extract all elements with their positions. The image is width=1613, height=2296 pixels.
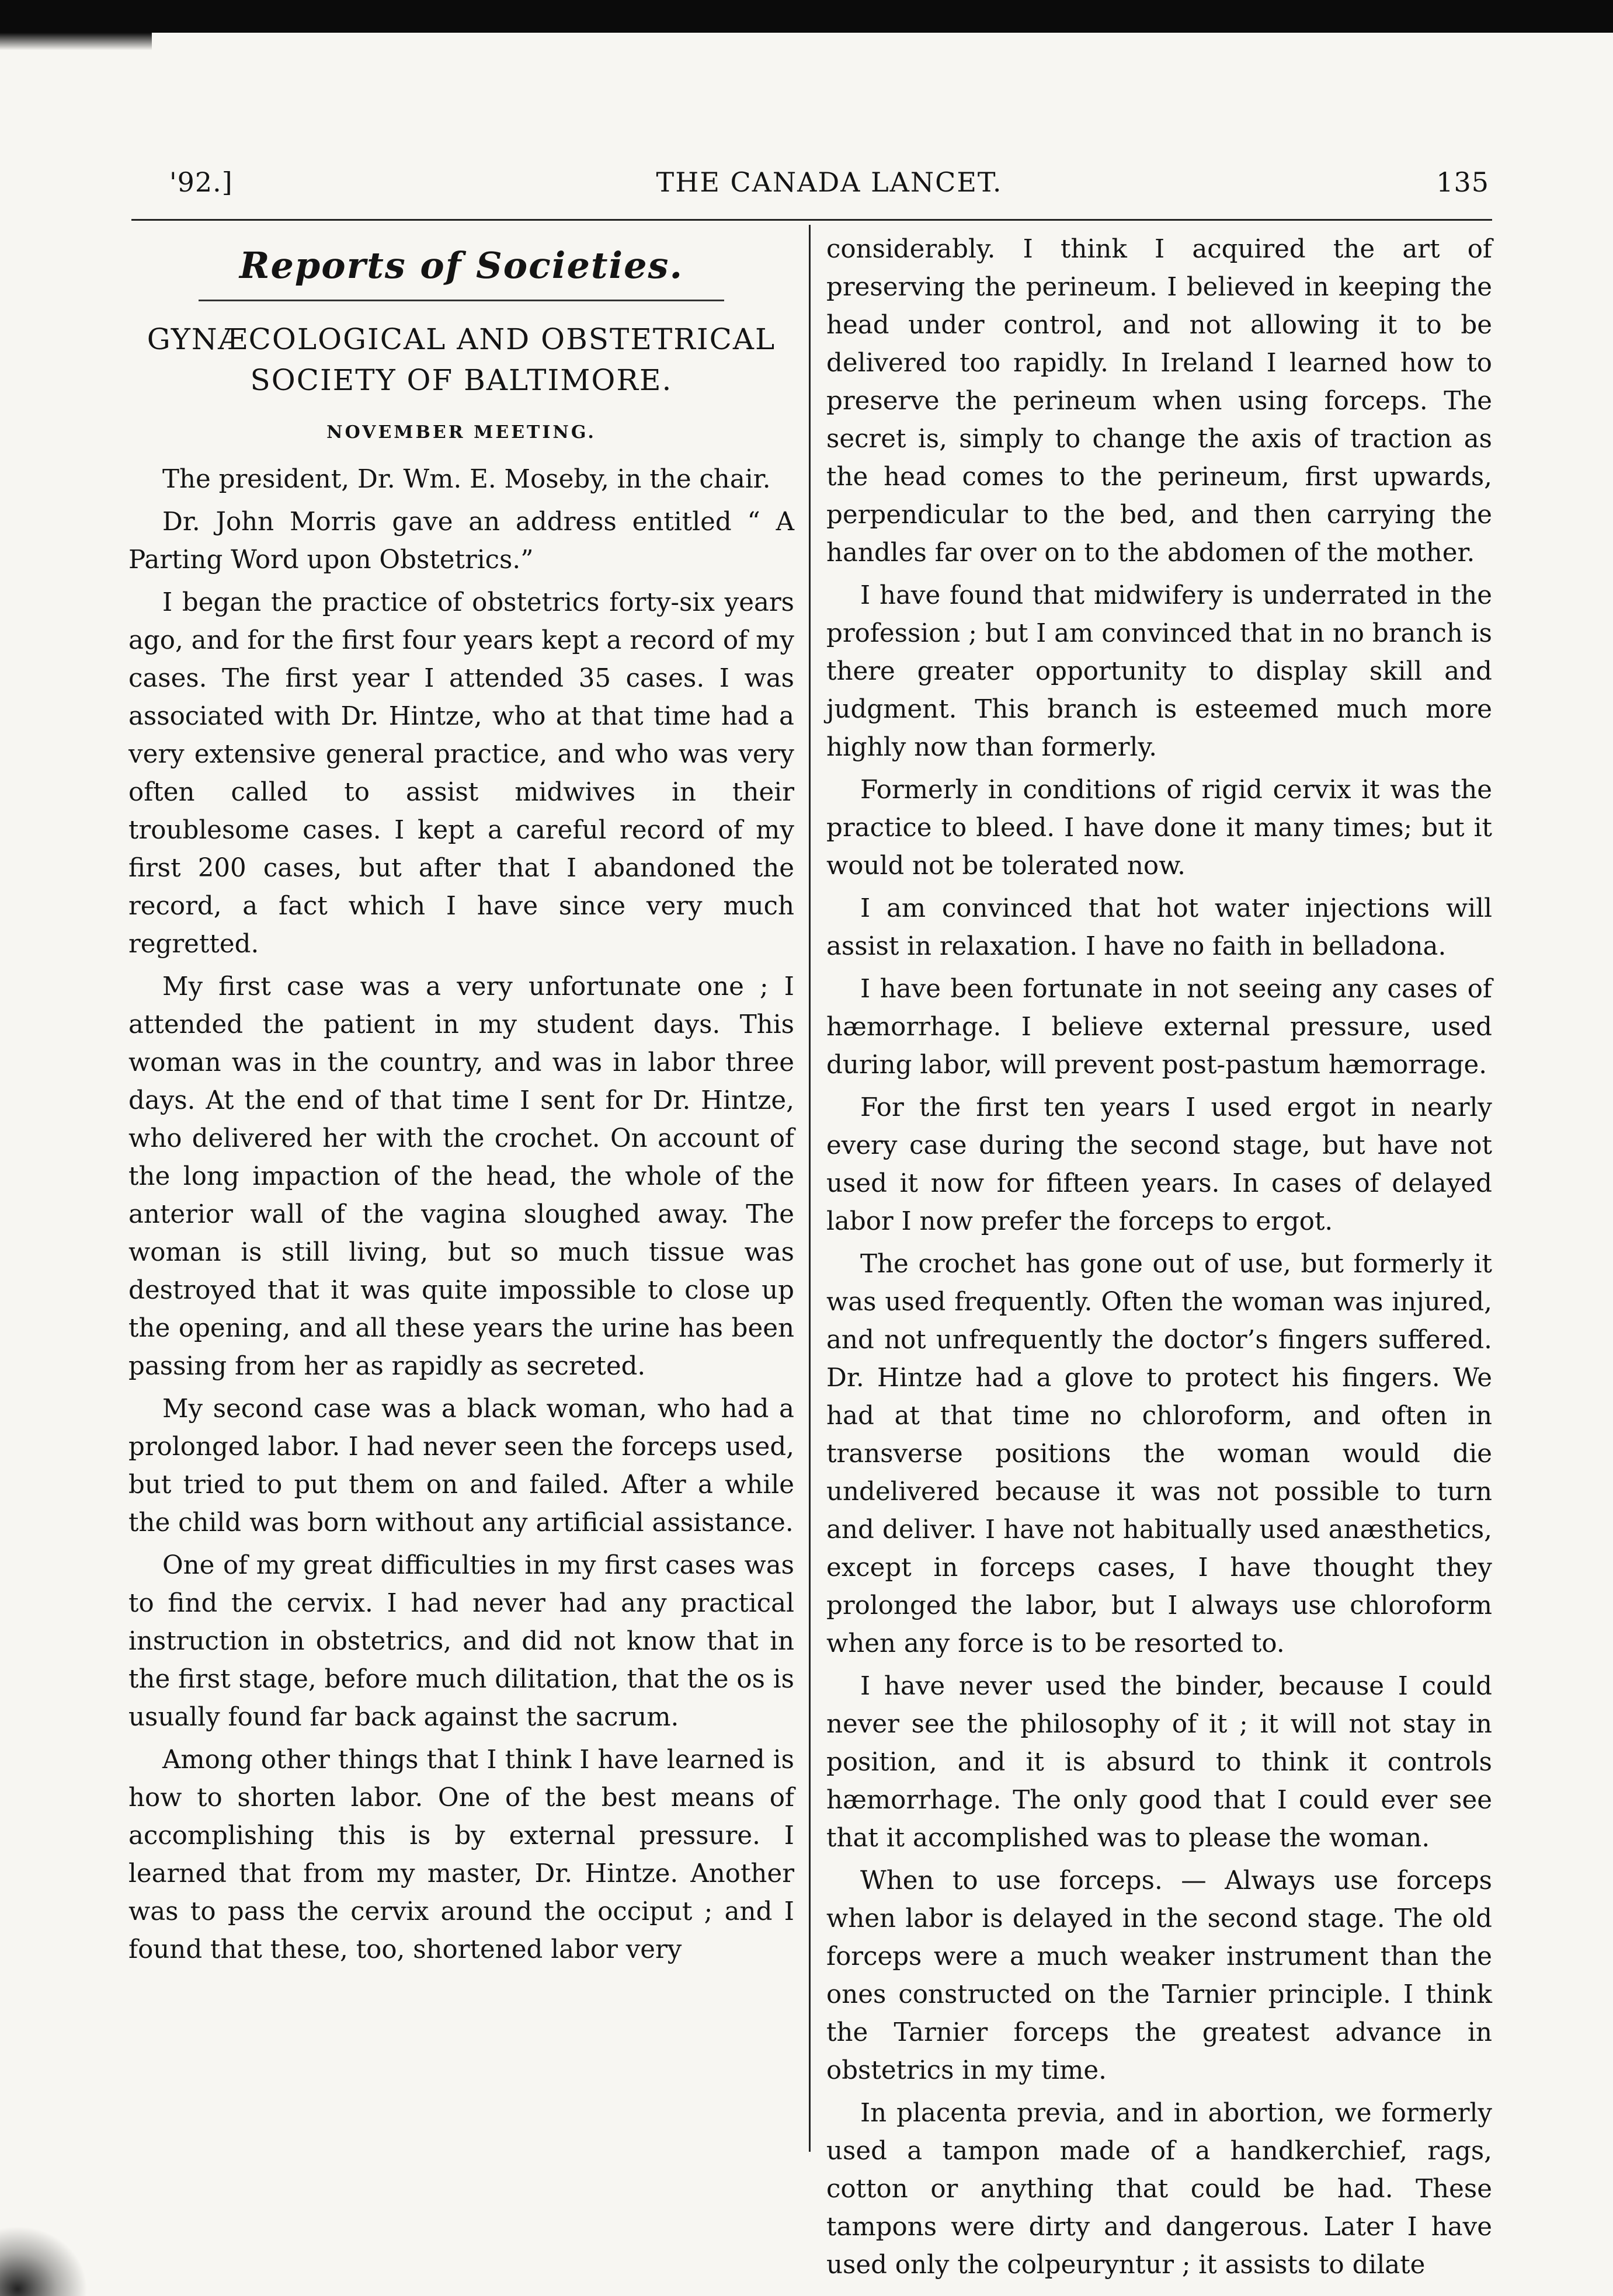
header-journal-title: THE CANADA LANCET. (656, 166, 1003, 198)
paragraph: For the first ten years I used ergot in nearly every case during the second stage, but have not used it now for fifteen years. In cases of delayed labor I now prefer the forceps to ergot. (826, 1093, 1492, 1236)
left-column (128, 231, 794, 1974)
paragraph: I have never used the binder, because I could never see the philosophy of it ; it will not stay in position, and it is absurd to think it controls hæmorrhage. The only good that I could ever see that it accomplished was to please the woman. (826, 1672, 1492, 1853)
scan-top-border (0, 0, 1613, 33)
paragraph: The president, Dr. Wm. E. Moseby, in the chair. (162, 465, 771, 494)
paragraph: I am convinced that hot water injections will assist in relaxation. I have no faith in belladona. (826, 894, 1492, 961)
paragraph-continued: considerably. I think I acquired the art of preserving the perineum. I believed in keeping the head under control, and not allowing it to be delivered too rapidly. In Ireland I learned how to preserve the perineum when using forceps. The secret is, simply to change the axis of traction as the head comes to the perineum, first upwards, perpendicular to the bed, and then carrying the handles far over on to the abdomen of the mother. (826, 235, 1492, 568)
header-rule (131, 219, 1492, 221)
paragraph: I have been fortunate in not seeing any cases of hæmorrhage. I believe external pressure, used during labor, will prevent post-pastum hæmorrage. (826, 975, 1492, 1080)
running-header (169, 166, 1489, 213)
paragraph: My second case was a black woman, who had a prolonged labor. I had never seen the forceps used, but tried to put them on and failed. After a while the child was born without any artificial assistance. (128, 1394, 794, 1537)
header-page-number: 135 (1436, 166, 1489, 198)
right-column (826, 231, 1492, 2289)
meeting-heading: NOVEMBER MEETING. (326, 422, 596, 443)
column-divider (809, 225, 811, 2152)
scan-edge-shadow (0, 33, 152, 50)
paragraph: When to use forceps. — Always use forceps when labor is delayed in the second stage. The old forceps were a much weaker instrument than the ones constructed on the Tarnier principle. I think the Tarnier forceps the greatest advance in obstetrics in my time. (826, 1866, 1492, 2085)
paragraph: One of my great difficulties in my first cases was to find the cervix. I had never had any practical instruction in obstetrics, and did not know that in the first stage, before much dilitation, that the os is usually found far back against the sacrum. (128, 1551, 794, 1732)
paragraph: My first case was a very unfortunate one ; I attended the patient in my student days. This woman was in the country, and was in labor three days. At the end of that time I sent for Dr. Hintze, who delivered her with the crochet. On account of the long impaction of the head, the whole of the anterior wall of the vagina sloughed away. The woman is still living, but so much tissue was destroyed that it was quite impossible to close up the opening, and all these years the urine has been passing from her as rapidly as secreted. (128, 972, 794, 1381)
paragraph: In placenta previa, and in abortion, we formerly used a tampon made of a handkerchief, rags, cotton or anything that could be had. These tampons were dirty and dangerous. Later I have used only the colpeuryntur ; it assists to dilate (826, 2099, 1492, 2280)
paragraph: Dr. John Morris gave an address entitled “ A Parting Word upon Obstetrics.” (128, 507, 794, 575)
paragraph: I began the practice of obstetrics forty-six years ago, and for the first four years kept a record of my cases. The first year I attended 35 cases. I was associated with Dr. Hintze, who at that time had a very extensive general practice, and who was very often called to assist midwives in their troublesome cases. I kept a careful record of my first 200 cases, but after that I abandoned the record, a fact which I have since very much regretted. (128, 588, 794, 959)
society-title: GYNÆCOLOGICAL AND OBSTETRICAL SOCIETY OF BALTIMORE. (147, 322, 776, 397)
paragraph: I have found that midwifery is underrated in the profession ; but I am convinced that in no branch is there greater opportunity to display skill and judgment. This branch is esteemed much more highly now than formerly. (826, 581, 1492, 762)
section-title: Reports of Societies. (239, 244, 684, 287)
paragraph: The crochet has gone out of use, but formerly it was used frequently. Often the woman was injured, and not unfrequently the doctor’s fingers suffered. Dr. Hintze had a glove to protect his fingers. We had at that time no chloroform, and often in transverse positions the woman would die undelivered because it was not possible to turn and deliver. I have not habitually used anæsthetics, except in forceps cases, I have thought they prolonged the labor, but I always use chloroform when any force is to be resorted to. (826, 1250, 1492, 1658)
paragraph: Formerly in conditions of rigid cervix it was the practice to bleed. I have done it many times; but it would not be tolerated now. (826, 775, 1492, 881)
header-year: '92.] (169, 166, 233, 198)
scan-corner-smudge (0, 2226, 88, 2296)
section-title-rule (199, 300, 724, 301)
paragraph: Among other things that I think I have learned is how to shorten labor. One of the best means of accomplishing this is by external pressure. I learned that from my master, Dr. Hintze. Another was to pass the cervix around the occiput ; and I found that these, too, shortened labor very (128, 1745, 794, 1964)
